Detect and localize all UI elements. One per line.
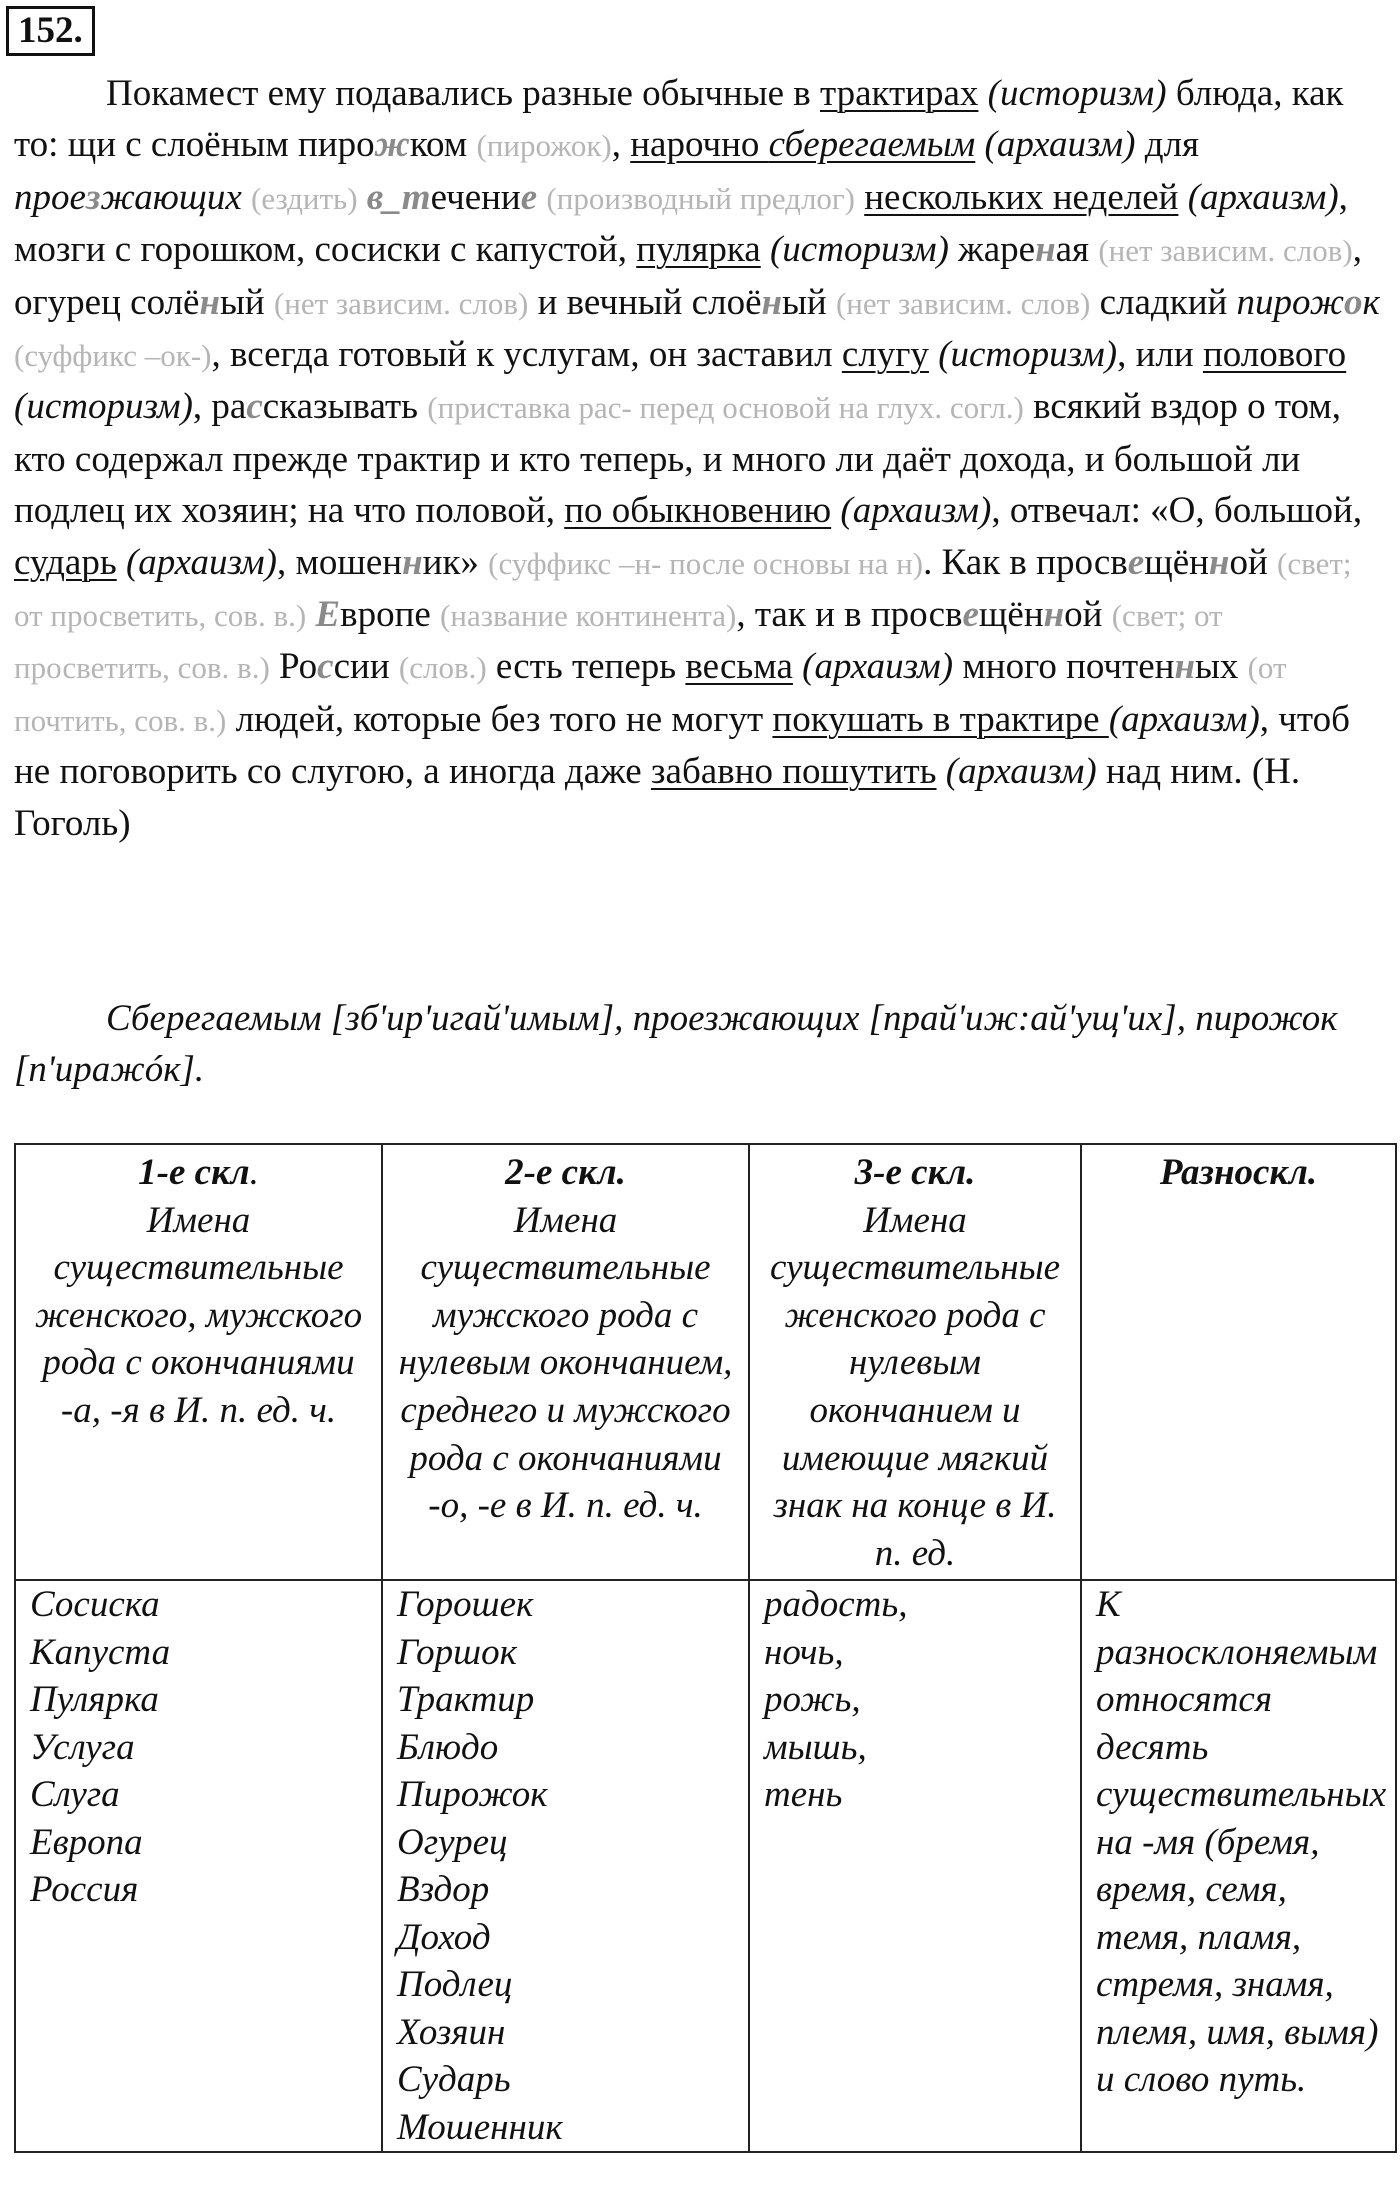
passage-text: , огурец солё xyxy=(14,229,1362,323)
list-item: Мошенник xyxy=(397,2106,563,2148)
passage-text: ый xyxy=(220,281,274,323)
passage-text: . Как в просв xyxy=(923,541,1128,583)
passage-text: ых xyxy=(1194,646,1248,688)
list-item: радость, xyxy=(764,1584,908,1626)
phonetic-text: Сберегаемым [зб'ир'игай'имым], проезжающих [прай'иж:ай'ущ'их], пирожок [п'иражóк]. xyxy=(14,998,1338,1091)
grey-comment: (от почтить, сов. в.) xyxy=(14,650,1287,738)
underlined-word: сударь xyxy=(14,541,117,583)
underlined-word: полового xyxy=(1202,334,1347,376)
passage-text xyxy=(975,124,984,165)
list-item: Россия xyxy=(30,1869,139,1911)
list-item: Слуга xyxy=(30,1774,120,1816)
orthogram-letter: з xyxy=(85,176,101,218)
term-mark: (архаизм) xyxy=(125,541,277,583)
phonetic-transcription xyxy=(14,993,1384,1096)
passage-text xyxy=(358,177,367,218)
passage-text: , чтоб не поговорить со слугою, а иногда даже xyxy=(14,698,1350,793)
heteroclitic-note-cell xyxy=(1081,1580,1396,2152)
grey-comment: (суффикс –н- после основы на н) xyxy=(488,545,924,581)
underlined-word: трактирах xyxy=(819,73,979,114)
passage-text: сказывать xyxy=(262,386,428,428)
grey-comment: (нет зависим. слов) xyxy=(835,285,1091,321)
header-second-declension xyxy=(382,1144,749,1580)
passage-text: людей, которые без того не могут xyxy=(226,698,773,740)
term-mark: (историзм) xyxy=(938,334,1118,376)
passage-text: ик» xyxy=(422,541,489,583)
orthogram-letter: е xyxy=(1127,541,1145,583)
header-title: 1-е скл xyxy=(138,1152,250,1193)
passage-text: щён xyxy=(1144,541,1209,583)
underlined-italic-part: сберегаемым xyxy=(768,124,976,166)
grey-comment: (нет зависим. слов) xyxy=(273,285,529,321)
passage-text: вропе xyxy=(340,594,441,636)
term-mark: (архаизм) xyxy=(840,490,992,532)
passage-text: и вечный слоё xyxy=(528,281,762,323)
term-mark: (архаизм) xyxy=(984,124,1136,166)
underlined-word: нескольких неделей xyxy=(864,176,1179,218)
list-item: Услуга xyxy=(30,1726,135,1768)
passage-text xyxy=(761,229,770,270)
passage-text xyxy=(937,751,946,792)
orthogram-letter: с xyxy=(246,386,263,428)
header-title: 2-е скл. xyxy=(505,1152,626,1193)
underlined-part: нарочно xyxy=(630,124,769,166)
table-row xyxy=(15,1580,1396,2152)
passage-text: много почтен xyxy=(953,646,1175,688)
first-declension-words xyxy=(15,1580,382,2152)
passage-text: , мозги с горошком, сосиски с капустой, xyxy=(14,176,1348,271)
declension-table xyxy=(14,1143,1397,2153)
passage-text: ой xyxy=(1229,541,1278,583)
list-item: Доход xyxy=(397,1916,491,1958)
second-declension-words xyxy=(382,1580,749,2152)
passage-text: всякий вздор о том, кто содержал прежде трактир и кто теперь, и много ли даёт дохода, и большой ли подлец их хозяин; на что половой, xyxy=(14,386,1341,532)
passage-text: , отвечал: «О, большой, xyxy=(991,490,1363,532)
grey-comment: (слов.) xyxy=(398,650,487,686)
orthogram-letter: Е xyxy=(315,594,341,636)
term-mark: (историзм) xyxy=(14,386,193,428)
underlined-word: весьма xyxy=(685,646,793,688)
grey-comment: (производный предлог) xyxy=(546,180,855,216)
underlined-word: пулярка xyxy=(636,229,761,271)
passage-text: ком xyxy=(409,124,477,166)
list-item: Пулярка xyxy=(30,1679,159,1721)
header-description: Имена существительные мужского рода с нулевым окончанием, среднего и мужского рода с окончаниями -о, -е в И. п. ед. ч. xyxy=(398,1199,733,1527)
header-description: Имена существительные женского рода с нулевым окончанием и имеющие мягкий знак на конце в И. п. ед. xyxy=(769,1199,1061,1574)
orthogram-letter: н xyxy=(1043,594,1065,636)
underlined-word: забавно пошутить xyxy=(650,751,937,793)
orthogram-letter: в_т xyxy=(366,176,431,218)
passage-text: Ро xyxy=(269,646,318,688)
passage-text xyxy=(793,646,802,687)
passage-text: ой xyxy=(1064,594,1112,636)
orthogram-letter: ж xyxy=(374,124,410,166)
passage-text: , xyxy=(611,124,631,166)
passage-text: , или xyxy=(1117,334,1203,376)
list-item: Сударь xyxy=(397,2059,511,2101)
exercise-number: 152. xyxy=(6,6,95,56)
list-item: Европа xyxy=(30,1821,143,1863)
list-item: Подлец xyxy=(397,1964,513,2006)
term-mark: (архаизм) xyxy=(1108,698,1260,740)
orthogram-letter: н xyxy=(1174,646,1195,688)
orthogram-letter: е xyxy=(520,176,538,218)
passage-text: жаре xyxy=(948,229,1036,271)
grey-comment: (ездить) xyxy=(251,180,358,216)
list-item: Блюдо xyxy=(397,1726,499,1768)
passage-text: , мошен xyxy=(276,541,403,583)
list-item: Горошек xyxy=(397,1584,534,1626)
list-item: Трактир xyxy=(397,1679,535,1721)
grey-comment: (суффикс –ок-) xyxy=(14,338,212,374)
main-passage xyxy=(14,68,1384,849)
passage-text: есть теперь xyxy=(486,646,686,688)
list-item: Вздор xyxy=(397,1869,490,1911)
passage-text xyxy=(117,542,126,583)
orthogram-letter: о xyxy=(1344,281,1363,323)
passage-text xyxy=(242,177,251,218)
grey-comment: (свет; от просветить, сов. в.) xyxy=(14,598,1223,686)
term-mark: (историзм) xyxy=(769,229,949,271)
grey-comment: (свет; от просветить, сов. в.) xyxy=(14,545,1352,634)
orthogram-letter: н xyxy=(1208,541,1230,583)
list-item: Хозяин xyxy=(397,2011,506,2053)
table-header-row xyxy=(15,1144,1396,1580)
passage-text: щён xyxy=(978,594,1044,636)
underlined-word: слугу xyxy=(841,334,929,376)
list-item: Горшок xyxy=(397,1631,517,1673)
italic-word: прое xyxy=(14,176,86,218)
underlined-word xyxy=(630,124,975,165)
passage-text: ечени xyxy=(430,176,521,218)
passage-text: Покамест ему подавались разные обычные в xyxy=(106,73,820,114)
passage-text xyxy=(929,334,938,375)
header-heteroclitic xyxy=(1081,1144,1396,1580)
orthogram-letter: н xyxy=(199,281,221,323)
passage-text: сладкий xyxy=(1090,281,1237,323)
header-third-declension xyxy=(749,1144,1081,1580)
orthogram-letter: н xyxy=(761,281,783,323)
term-mark: (архаизм) xyxy=(1187,176,1339,218)
passage-text xyxy=(1178,177,1187,218)
term-mark: (историзм) xyxy=(987,73,1167,114)
term-mark: (архаизм) xyxy=(945,751,1097,793)
passage-text: , ра xyxy=(192,386,247,428)
grey-comment: (название континента) xyxy=(440,598,737,634)
passage-text: для xyxy=(1135,124,1200,166)
underlined-word: по обыкновению xyxy=(564,490,832,532)
italic-word: пирож xyxy=(1236,281,1345,323)
header-title: 3-е скл. xyxy=(854,1152,976,1193)
third-declension-words xyxy=(749,1580,1081,2152)
passage-text: блюда, как то: щи с слоёным пиро xyxy=(14,73,1344,166)
term-mark: (архаизм) xyxy=(802,646,954,688)
list-item: Огурец xyxy=(397,1821,508,1863)
passage-text: ый xyxy=(782,281,836,323)
list-item: Пирожок xyxy=(397,1774,548,1816)
grey-comment: (приставка рас- перед основой на глух. согл.) xyxy=(427,390,1024,426)
orthogram-letter: с xyxy=(317,646,334,688)
orthogram-letter: н xyxy=(1035,229,1056,271)
orthogram-letter: н xyxy=(402,541,423,583)
list-item: Сосиска xyxy=(30,1584,160,1626)
list-item: Капуста xyxy=(30,1631,171,1673)
italic-word: к xyxy=(1362,281,1380,323)
list-item: ночь, xyxy=(764,1631,844,1673)
list-item: рожь, xyxy=(764,1679,861,1721)
passage-text xyxy=(978,73,987,114)
heteroclitic-note: К разносклоняемым относятся десять существительных на -мя (бремя, время, семя, темя, пламя, стремя, знамя, племя, имя, вымя) и слово путь. xyxy=(1096,1584,1387,2101)
grey-comment: (нет зависим. слов) xyxy=(1098,233,1353,269)
passage-text: сии xyxy=(333,646,399,688)
passage-text: ая xyxy=(1055,229,1099,271)
underlined-word: покушать в трактире xyxy=(772,698,1109,740)
grey-comment: (пирожок) xyxy=(476,128,612,164)
passage-text xyxy=(855,177,864,218)
passage-text: , так и в просв xyxy=(736,594,963,636)
list-item: тень xyxy=(764,1774,843,1816)
italic-word: жающих xyxy=(100,176,242,218)
header-first-declension xyxy=(15,1144,382,1580)
passage-text: , всегда готовый к услугам, он заставил xyxy=(211,334,842,376)
header-description: Имена существительные женского, мужского рода с окончаниями -а, -я в И. п. ед. ч. xyxy=(34,1199,363,1431)
passage-text: над ним. (Н. Гоголь) xyxy=(14,751,1301,844)
list-item: мышь, xyxy=(764,1726,867,1768)
header-title-suffix: . xyxy=(249,1152,259,1193)
header-title: Разноскл. xyxy=(1159,1152,1318,1193)
orthogram-letter: е xyxy=(962,594,979,636)
